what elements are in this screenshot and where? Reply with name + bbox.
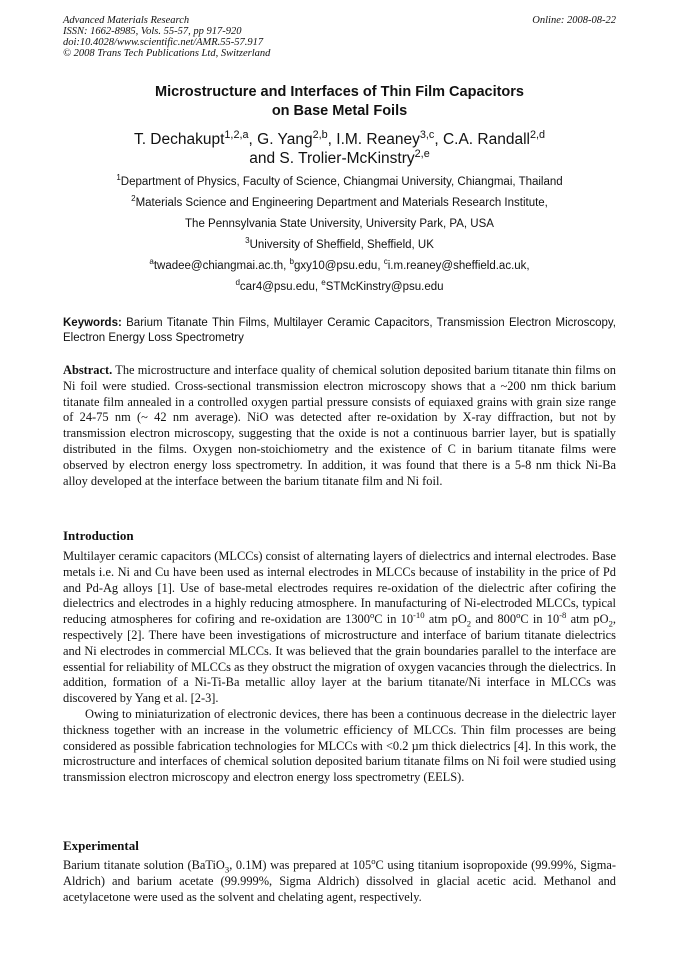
text-run: atm pO — [566, 612, 609, 627]
author-name: , G. Yang — [248, 131, 313, 148]
text-run: Multilayer ceramic capacitors (MLCCs) consist of alternating layers of dielectrics and internal electrodes. Base metals i.e. Ni and Cu have been used as internal electrodes in MLCCs because of instability in the price of Pd and Pd-Ag alloys [1]. Use of base-metal electrodes requires re-oxidation of the dielectric after cofiring the dielectrics and electrodes in a highly reducing atmosphere. In manufacturing of Ni-electroded MLCCs, typical reducing atmospheres for cofiring and re-oxidation are 1300 — [63, 549, 616, 627]
email-sup: a — [149, 257, 154, 267]
text-run: and 800 — [471, 612, 517, 627]
abstract-label: Abstract. — [63, 363, 113, 377]
text-run: o — [369, 610, 375, 621]
text-run: -8 — [559, 610, 567, 621]
affil-text: University of Sheffield, Sheffield, UK — [249, 239, 434, 251]
affil-sup: 1 — [116, 173, 121, 183]
author-sup: 2,d — [529, 128, 546, 141]
author-list — [63, 130, 616, 168]
copyright-line: © 2008 Trans Tech Publications Ltd, Switzerland — [63, 48, 271, 59]
email-sup: e — [321, 278, 326, 288]
abstract-block — [63, 363, 616, 489]
experimental-body — [63, 855, 616, 905]
keywords-label: Keywords: — [63, 317, 122, 329]
email-address[interactable]: gxy10@psu.edu, — [294, 260, 384, 272]
author-sup: 1,2,a — [224, 128, 249, 141]
author-name: , I.M. Reaney — [327, 131, 420, 148]
text-run: C using titanium isopropoxide (99.99%, Sigma-Aldrich) and barium acetate (99.999%, Sigma Aldrich) dissolved in glacial acetic acid. Methanol and acetylacetone were used as the solvent and chelating agent, respectively. — [63, 858, 616, 904]
experimental-paragraph-1 — [63, 855, 616, 905]
affiliation-3 — [63, 235, 616, 256]
text-run: 2 — [466, 618, 472, 629]
author-sup: 2,e — [414, 147, 430, 160]
email-sup: c — [383, 257, 388, 267]
authors-line-2 — [63, 149, 616, 168]
keywords-text: Barium Titanate Thin Films, Multilayer Ceramic Capacitors, Transmission Electron Microscopy, Electron Energy Loss Spectrometry — [63, 317, 616, 344]
affiliation-2-cont: The Pennsylvania State University, University Park, PA, USA — [185, 218, 494, 230]
affil-text: Department of Physics, Faculty of Science, Chiangmai University, Chiangmai, Thailand — [120, 176, 563, 188]
authors-line-1 — [63, 130, 616, 149]
affiliations — [63, 172, 616, 298]
email-line-1 — [63, 256, 616, 277]
email-address[interactable]: i.m.reaney@sheffield.ac.uk, — [387, 260, 530, 272]
affil-sup: 2 — [131, 194, 136, 204]
experimental-heading: Experimental — [63, 838, 139, 853]
text-run: , 0.1M) was prepared at 105 — [229, 858, 372, 872]
keywords-block — [63, 316, 616, 346]
email-address[interactable]: twadee@chiangmai.ac.th, — [153, 260, 290, 272]
author-sup: 2,b — [312, 128, 328, 141]
introduction-heading: Introduction — [63, 528, 134, 543]
journal-header — [63, 15, 616, 59]
text-run: C in 10 — [520, 612, 560, 627]
title-line-1: Microstructure and Interfaces of Thin Film Capacitors — [154, 84, 524, 100]
title-line-2: on Base Metal Foils — [271, 103, 408, 119]
text-run: o — [516, 610, 521, 621]
intro-paragraph-2: Owing to miniaturization of electronic devices, there has been a continuous decrease in the dielectric layer thickness together with an increase in the volumetric efficiency of MLCCs. Thin film processes are being considered as possible fabrication technologies for MLCCs with <0.2 µm thick dielectrics [4]. In this work, the microstructure and interfaces of chemical solution deposited barium titanate films on Ni foil were studied using transmission electron microscopy and electron energy loss spectrometry (EELS). — [63, 706, 616, 785]
email-sup: d — [235, 278, 240, 288]
text-run: -10 — [413, 610, 425, 621]
affiliation-2 — [63, 193, 616, 214]
email-address[interactable]: STMcKinstry@psu.edu — [325, 281, 444, 293]
author-name: , C.A. Randall — [434, 131, 530, 148]
introduction-body — [63, 549, 616, 786]
text-run: 3 — [224, 864, 230, 875]
author-name: T. Dechakupt — [133, 131, 225, 148]
online-date: Online: 2008-08-22 — [532, 15, 616, 26]
email-address[interactable]: car4@psu.edu, — [239, 281, 322, 293]
affil-sup: 3 — [245, 236, 250, 246]
text-run: atm pO — [424, 612, 467, 627]
abstract-text: The microstructure and interface quality of chemical solution deposited barium titanate thin films on Ni foil were studied. Cross-sectional transmission electron microscopy shows that a ~200 nm thick barium titanate film annealed in a controlled oxygen partial pressure consists of equiaxed grains with grain size range of 24-75 nm (~ 42 nm average). NiO was detected after re-oxidation by X-ray diffraction, but not by transmission electron microscopy, suggesting that the oxide is not a continuous barrier layer, but is spatially distributed in the films. Oxygen non-stoichiometry and the existence of C in barium titanate films were observed by electron energy loss spectrometry. In addition, it was found that there is a 5-8 nm thick Ni-Ba alloy developed at the interface between the barium titanate film and Ni foil. — [63, 363, 616, 488]
issn-line: ISSN: 1662-8985, Vols. 55-57, pp 917-920 — [63, 26, 242, 37]
email-sup: b — [289, 257, 295, 267]
intro-paragraph-1 — [63, 549, 616, 707]
affil-text: Materials Science and Engineering Department and Materials Research Institute, — [135, 197, 548, 209]
text-run: Barium titanate solution (BaTiO — [63, 858, 225, 872]
affiliation-1 — [63, 172, 616, 193]
doi-line: doi:10.4028/www.scientific.net/AMR.55-57.917 — [63, 37, 264, 48]
text-run: C in 10 — [374, 612, 414, 627]
text-run: , respectively [2]. There have been investigations of microstructure and interface of barium titanate dielectrics and Ni electrodes in commercial MLCCs. It was believed that the grain boundaries parallel to the interface are essential for reliability of MLCCs as they obstruct the migration of oxygen vacancies through the dielectrics. In addition, formation of a Ni-Ti-Ba metallic alloy layer at the barium titanate/Ni interface in MLCCs was discovered by Yang et al. [2-3]. — [63, 612, 617, 706]
email-line-2 — [63, 277, 616, 298]
journal-name: Advanced Materials Research — [63, 15, 190, 26]
paper-title — [63, 83, 616, 121]
author-name: and S. Trolier-McKinstry — [249, 150, 415, 167]
text-run: o — [371, 855, 376, 866]
text-run: 2 — [608, 618, 613, 629]
author-sup: 3,c — [419, 128, 435, 141]
